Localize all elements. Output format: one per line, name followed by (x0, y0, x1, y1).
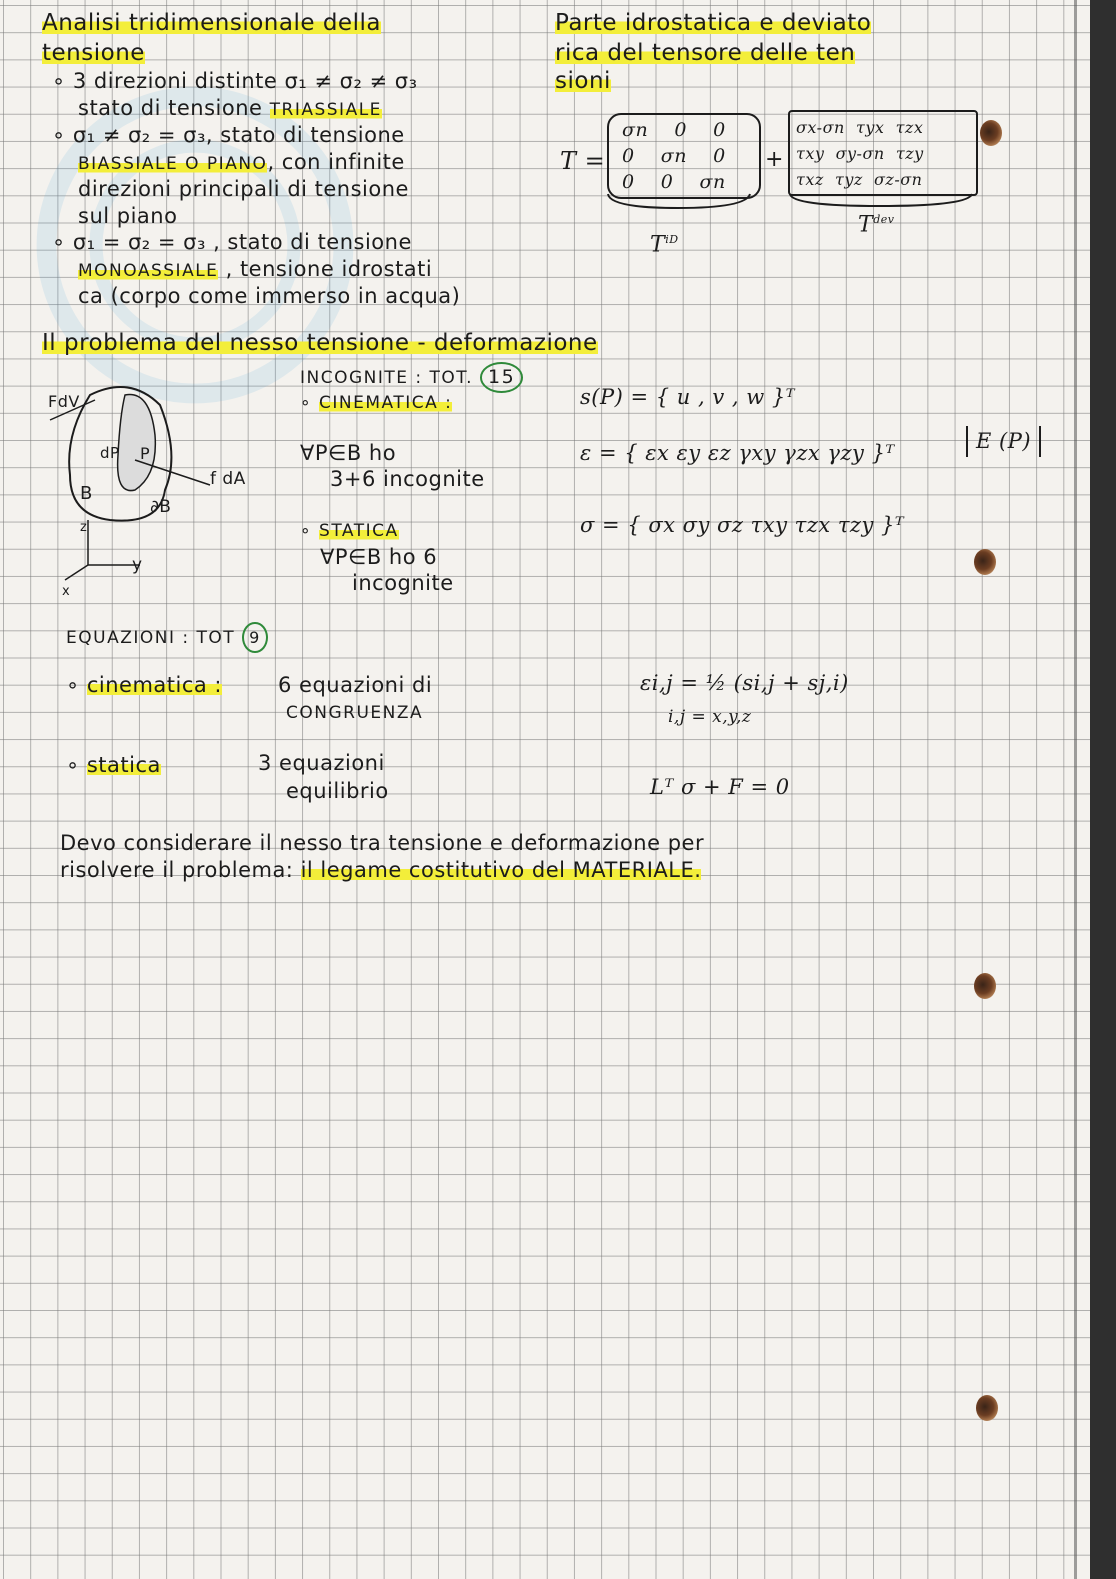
conclusion-line2: risolvere il problema: il legame costitutivo del MATERIALE. (60, 858, 702, 882)
dev-tensor-label: $T^{dev}$ (858, 212, 895, 238)
tensor-plus: + (765, 147, 784, 172)
tensor-lhs: T = (560, 147, 606, 175)
eq-cinematica-text2: CONGRUENZA (286, 703, 424, 723)
binder-hole (976, 1395, 998, 1421)
list-item-monoaxial: ∘ σ₁ = σ₂ = σ₃ , stato di tensione (52, 230, 412, 254)
displacement-vector: s(P) = { u , v , w }ᵀ (580, 385, 796, 409)
list-item-biaxial-line3: direzioni principali di tensione (78, 177, 409, 201)
congruence-formula: εi,j = ½ (si,j + sj,i) (640, 671, 849, 695)
cinematica-label: ∘ CINEMATICA : (300, 393, 453, 413)
eq-statica-label: ∘ statica (66, 753, 161, 777)
iso-matrix-row3: 0 0 σn (622, 171, 726, 193)
binder-hole (974, 549, 996, 575)
section-title-line2: tensione (42, 40, 145, 66)
statica-label: ∘ STATICA (300, 521, 399, 541)
cinematica-text2: 3+6 incognite (330, 467, 485, 491)
page-edge (1090, 0, 1116, 1579)
dev-matrix-row2: τxy σy-σn τzy (796, 144, 924, 163)
axis-label-y: y (132, 555, 143, 575)
eq-cinematica-label: ∘ cinematica : (66, 673, 222, 697)
diagram-label-dp: dP (100, 444, 120, 462)
eq-statica-text2: equilibrio (286, 779, 389, 803)
right-title-line2: rica del tensore delle ten (555, 40, 856, 66)
margin-line (1074, 0, 1077, 1579)
list-item-monoaxial-line2: MONOASSIALE , tensione idrostati (78, 257, 433, 281)
problem-title: Il problema del nesso tensione - deformazione (42, 330, 598, 356)
diagram-label-b: B (80, 483, 93, 504)
diagram-label-fdv: FdV (48, 392, 80, 411)
statica-text2: incognite (352, 571, 454, 595)
equilibrium-formula: Lᵀ σ + F = 0 (650, 775, 790, 799)
iso-matrix-row1: σn 0 0 (622, 119, 726, 141)
strain-tensor-box: E (P) (966, 426, 1041, 457)
binder-hole (980, 120, 1002, 146)
cinematica-text1: ∀P∈B ho (300, 441, 397, 465)
conclusion-line1: Devo considerare il nesso tra tensione e deformazione per (60, 831, 705, 855)
diagram-label-fda: f dA (210, 469, 246, 489)
iso-tensor-label: $T^{iD}$ (650, 232, 679, 258)
incognite-label: INCOGNITE : TOT. 15 (300, 362, 523, 393)
binder-hole (974, 973, 996, 999)
stress-vector: σ = { σx σy σz τxy τzx τzy }ᵀ (580, 513, 905, 537)
right-title-line1: Parte idrostatica e deviato (555, 10, 872, 36)
list-item-triaxial-line2: stato di tensione TRIASSIALE (78, 96, 382, 120)
diagram-label-p: P (140, 444, 151, 463)
equations-title: EQUAZIONI : TOT 9 (66, 622, 268, 653)
axis-label-z: z (80, 520, 88, 535)
list-item-triaxial: ∘ 3 direzioni distinte σ₁ ≠ σ₂ ≠ σ₃ (52, 69, 418, 93)
dev-matrix-row1: σx-σn τyx τzx (796, 118, 924, 137)
congruence-index: i,j = x,y,z (668, 707, 752, 727)
list-item-monoaxial-line3: ca (corpo come immerso in acqua) (78, 284, 461, 308)
diagram-label-db: ∂B (150, 497, 172, 517)
list-item-biaxial-line4: sul piano (78, 204, 178, 228)
right-title-line3: sioni (555, 68, 611, 94)
iso-matrix-row2: 0 σn 0 (622, 145, 726, 167)
list-item-biaxial-line2: BIASSIALE O PIANO, con infinite (78, 150, 405, 174)
axis-label-x: x (62, 584, 71, 599)
list-item-biaxial: ∘ σ₁ ≠ σ₂ = σ₃, stato di tensione (52, 123, 405, 147)
statica-text1: ∀P∈B ho 6 (320, 545, 438, 569)
eq-cinematica-text1: 6 equazioni di (278, 673, 433, 697)
section-title-line1: Analisi tridimensionale della (42, 10, 381, 36)
dev-matrix-row3: τxz τyz σz-σn (796, 170, 923, 189)
strain-vector: ε = { εx εy εz γxy γzx γzy }ᵀ (580, 441, 895, 465)
eq-statica-text1: 3 equazioni (258, 751, 385, 775)
